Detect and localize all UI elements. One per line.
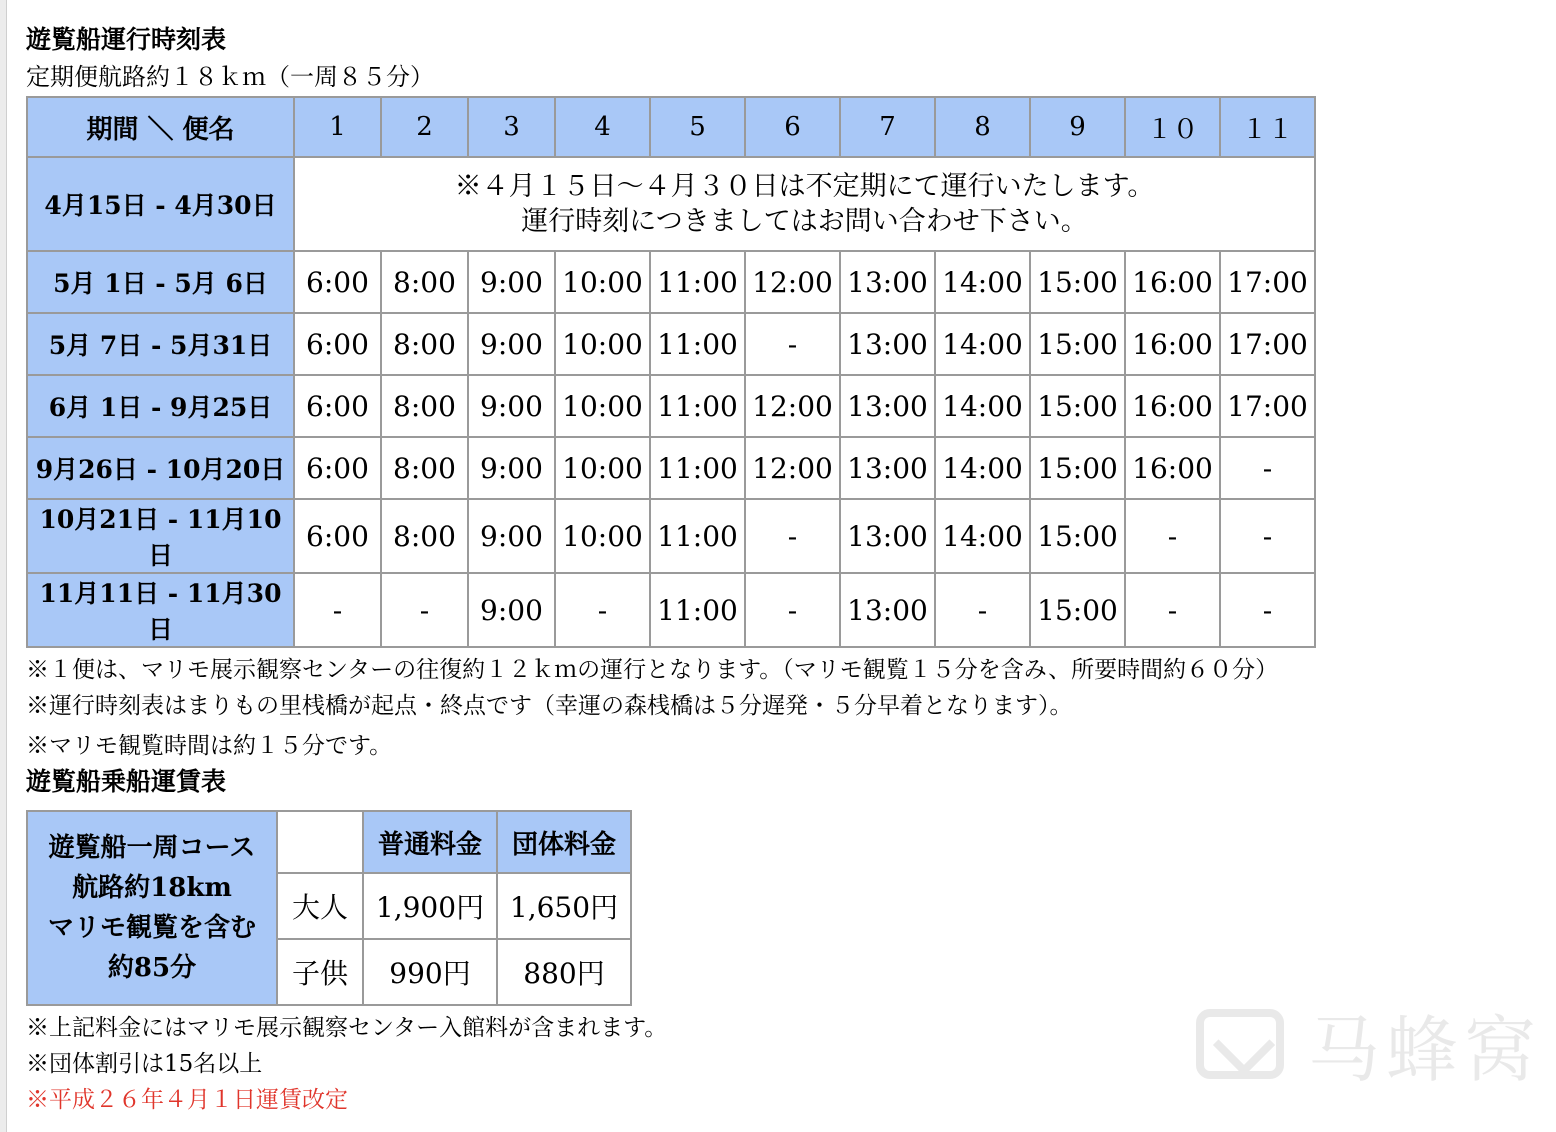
header-trip-number: 3: [468, 97, 555, 157]
departure-time-cell: 8:00: [381, 375, 468, 437]
course-line: マリモ観覧を含む: [47, 913, 256, 943]
departure-time-cell: -: [745, 573, 840, 647]
schedule-row-irregular: [27, 157, 1315, 251]
departure-time-cell: 11:00: [650, 251, 745, 313]
departure-time-cell: 10:00: [555, 499, 650, 573]
departure-time-cell: 6:00: [294, 375, 381, 437]
departure-time-cell: 12:00: [745, 375, 840, 437]
header-trip-number: １０: [1125, 97, 1220, 157]
departure-time-cell: 10:00: [555, 375, 650, 437]
fare-row-label: 大人: [277, 873, 363, 939]
mafengwo-logo-icon: [1196, 1009, 1284, 1079]
departure-time-cell: 16:00: [1125, 437, 1220, 499]
departure-time-cell: 6:00: [294, 251, 381, 313]
header-trip-number: 7: [840, 97, 935, 157]
departure-time-cell: 14:00: [935, 499, 1030, 573]
fare-note: ※上記料金にはマリモ展示観察センター入館料が含まれます。: [26, 1015, 668, 1041]
departure-time-cell: 17:00: [1220, 313, 1315, 375]
fare-regular-price: 990円: [363, 939, 497, 1005]
fare-header-row: [27, 811, 631, 873]
departure-time-cell: 13:00: [840, 251, 935, 313]
header-corner-cell: 期間 ＼ 便名: [27, 97, 294, 157]
departure-time-cell: 16:00: [1125, 375, 1220, 437]
period-cell: 11月11日 - 11月30日: [27, 573, 294, 647]
departure-time-cell: 9:00: [468, 251, 555, 313]
departure-time-cell: 11:00: [650, 499, 745, 573]
departure-time-cell: 15:00: [1030, 375, 1125, 437]
departure-time-cell: 14:00: [935, 437, 1030, 499]
fare-row-label: 子供: [277, 939, 363, 1005]
departure-time-cell: 8:00: [381, 313, 468, 375]
irregular-note-line: 運行時刻につきましてはお問い合わせ下さい。: [521, 206, 1088, 237]
fare-group-price: 1,650円: [497, 873, 631, 939]
period-cell: 5月 7日 - 5月31日: [27, 313, 294, 375]
course-line: 遊覧船一周コース: [48, 833, 256, 863]
schedule-table: [26, 96, 1316, 648]
fare-note: ※団体割引は15名以上: [26, 1051, 263, 1077]
page-left-border: [0, 0, 7, 1132]
departure-time-cell: 11:00: [650, 313, 745, 375]
schedule-header-row: [27, 97, 1315, 157]
departure-time-cell: 15:00: [1030, 499, 1125, 573]
departure-time-cell: 10:00: [555, 313, 650, 375]
header-trip-number: 9: [1030, 97, 1125, 157]
departure-time-cell: -: [1125, 499, 1220, 573]
departure-time-cell: 16:00: [1125, 251, 1220, 313]
schedule-notes: [26, 652, 1526, 764]
fare-group-price: 880円: [497, 939, 631, 1005]
departure-time-cell: 8:00: [381, 499, 468, 573]
departure-time-cell: 8:00: [381, 251, 468, 313]
departure-time-cell: 8:00: [381, 437, 468, 499]
departure-time-cell: 13:00: [840, 437, 935, 499]
departure-time-cell: -: [381, 573, 468, 647]
departure-time-cell: -: [555, 573, 650, 647]
header-trip-number: １１: [1220, 97, 1315, 157]
departure-time-cell: 13:00: [840, 313, 935, 375]
departure-time-cell: 9:00: [468, 313, 555, 375]
fare-group-header: 団体料金: [497, 811, 631, 873]
fare-course-cell: [27, 811, 277, 1005]
departure-time-cell: 13:00: [840, 375, 935, 437]
course-line: 航路約18km: [72, 873, 232, 903]
departure-time-cell: 15:00: [1030, 437, 1125, 499]
fare-title: 遊覧船乗船運賃表: [26, 767, 227, 796]
departure-time-cell: 6:00: [294, 313, 381, 375]
departure-time-cell: -: [1220, 437, 1315, 499]
schedule-subtitle: 定期便航路約１８ｋｍ（一周８５分）: [26, 63, 434, 91]
departure-time-cell: 9:00: [468, 499, 555, 573]
header-trip-number: 6: [745, 97, 840, 157]
schedule-row: [27, 437, 1315, 499]
schedule-row: [27, 499, 1315, 573]
departure-time-cell: 13:00: [840, 573, 935, 647]
schedule-note: ※マリモ観覧時間は約１５分です。: [26, 733, 393, 759]
departure-time-cell: 6:00: [294, 499, 381, 573]
period-cell: 6月 1日 - 9月25日: [27, 375, 294, 437]
schedule-row: [27, 251, 1315, 313]
departure-time-cell: 12:00: [745, 251, 840, 313]
irregular-note-cell: [294, 157, 1315, 251]
departure-time-cell: -: [935, 573, 1030, 647]
period-cell: 10月21日 - 11月10日: [27, 499, 294, 573]
departure-time-cell: 9:00: [468, 573, 555, 647]
departure-time-cell: 11:00: [650, 375, 745, 437]
departure-time-cell: -: [1220, 499, 1315, 573]
header-trip-number: 2: [381, 97, 468, 157]
fare-regular-header: 普通料金: [363, 811, 497, 873]
departure-time-cell: 13:00: [840, 499, 935, 573]
period-cell: 4月15日 - 4月30日: [27, 157, 294, 251]
departure-time-cell: 9:00: [468, 437, 555, 499]
departure-time-cell: -: [745, 313, 840, 375]
departure-time-cell: 12:00: [745, 437, 840, 499]
departure-time-cell: 9:00: [468, 375, 555, 437]
departure-time-cell: 10:00: [555, 251, 650, 313]
schedule-row: [27, 573, 1315, 647]
period-cell: 9月26日 - 10月20日: [27, 437, 294, 499]
departure-time-cell: -: [1125, 573, 1220, 647]
course-line: 約85分: [107, 953, 197, 983]
schedule-note: ※運行時刻表はまりもの里桟橋が起点・終点です（幸運の森桟橋は５分遅発・５分早着となります）。: [26, 693, 1073, 719]
schedule-body: [27, 251, 1315, 647]
page-content: [26, 22, 1526, 1118]
irregular-note-line: ※４月１５日～４月３０日は不定期にて運行いたします。: [454, 171, 1155, 202]
departure-time-cell: -: [1220, 573, 1315, 647]
departure-time-cell: 15:00: [1030, 573, 1125, 647]
header-trip-number: 4: [555, 97, 650, 157]
departure-time-cell: 17:00: [1220, 251, 1315, 313]
departure-time-cell: 11:00: [650, 437, 745, 499]
header-trip-number: 8: [935, 97, 1030, 157]
header-trip-number: 5: [650, 97, 745, 157]
departure-time-cell: 14:00: [935, 251, 1030, 313]
schedule-row: [27, 313, 1315, 375]
departure-time-cell: 15:00: [1030, 313, 1125, 375]
watermark: [1196, 992, 1542, 1096]
header-trip-number: 1: [294, 97, 381, 157]
departure-time-cell: 14:00: [935, 313, 1030, 375]
fare-blank-header: [277, 811, 363, 873]
period-cell: 5月 1日 - 5月 6日: [27, 251, 294, 313]
departure-time-cell: 11:00: [650, 573, 745, 647]
schedule-note: ※１便は、マリモ展示観察センターの往復約１２ｋｍの運行となります。（マリモ観覧１５分を含み、所要時間約６０分）: [26, 657, 1279, 683]
fare-table: [26, 810, 632, 1006]
departure-time-cell: 15:00: [1030, 251, 1125, 313]
schedule-title: 遊覧船運行時刻表: [26, 25, 227, 54]
departure-time-cell: 16:00: [1125, 313, 1220, 375]
departure-time-cell: 17:00: [1220, 375, 1315, 437]
departure-time-cell: -: [294, 573, 381, 647]
departure-time-cell: -: [745, 499, 840, 573]
departure-time-cell: 14:00: [935, 375, 1030, 437]
schedule-row: [27, 375, 1315, 437]
fare-regular-price: 1,900円: [363, 873, 497, 939]
fare-revision-note: ※平成２６年４月１日運賃改定: [26, 1087, 348, 1113]
watermark-text: 马蜂窝: [1307, 1008, 1542, 1092]
departure-time-cell: 10:00: [555, 437, 650, 499]
departure-time-cell: 6:00: [294, 437, 381, 499]
